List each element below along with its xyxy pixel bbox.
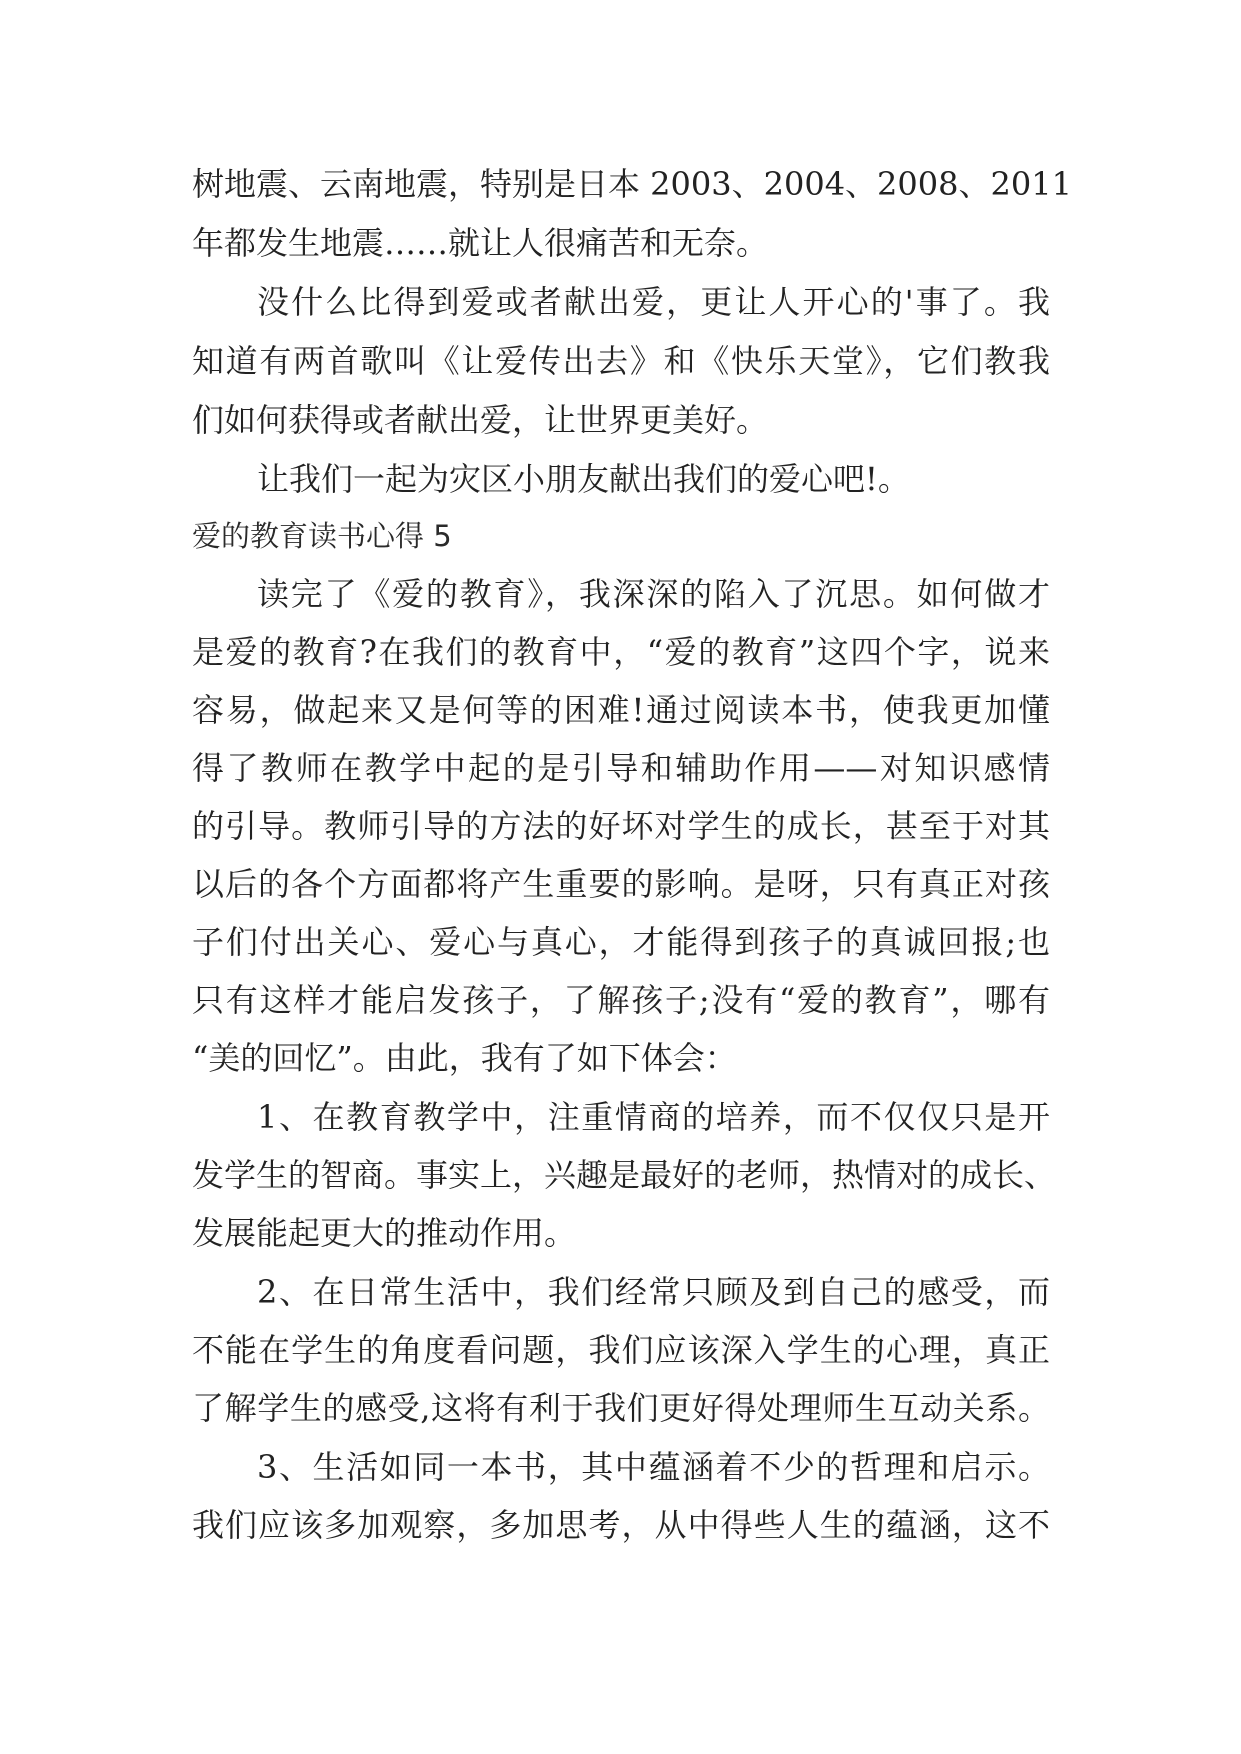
text-line: 们如何获得或者献出爱，让世界更美好。 xyxy=(192,401,769,439)
paragraph-first-line: 2、在日常生活中，我们经常只顾及到自己的感受，而 xyxy=(257,1273,1050,1311)
text-line: 树地震、云南地震，特别是日本 2003、2004、2008、2011 xyxy=(192,165,1072,203)
section-heading: 爱的教育读书心得 5 xyxy=(192,519,452,553)
text-line: 只有这样才能启发孩子，了解孩子;没有“爱的教育”，哪有 xyxy=(192,981,1050,1019)
text-line: 容易，做起来又是何等的困难!通过阅读本书，使我更加懂 xyxy=(192,691,1050,729)
text-line: 得了教师在教学中起的是引导和辅助作用——对知识感情 xyxy=(192,749,1050,787)
text-line: “美的回忆”。由此，我有了如下体会： xyxy=(192,1039,737,1077)
paragraph-first-line: 3、生活如同一本书，其中蕴涵着不少的哲理和启示。 xyxy=(257,1448,1050,1486)
text-line: 年都发生地震……就让人很痛苦和无奈。 xyxy=(192,224,769,262)
paragraph-first-line: 让我们一起为灾区小朋友献出我们的爱心吧!。 xyxy=(257,460,910,498)
text-line: 我们应该多加观察，多加思考，从中得些人生的蕴涵，这不 xyxy=(192,1506,1050,1544)
text-line: 了解学生的感受,这将有利于我们更好得处理师生互动关系。 xyxy=(192,1389,1050,1427)
text-line: 以后的各个方面都将产生重要的影响。是呀，只有真正对孩 xyxy=(192,865,1050,903)
text-line: 子们付出关心、爱心与真心，才能得到孩子的真诚回报;也 xyxy=(192,923,1050,961)
paragraph-first-line: 1、在教育教学中，注重情商的培养，而不仅仅只是开 xyxy=(257,1098,1050,1136)
text-line: 发展能起更大的推动作用。 xyxy=(192,1214,577,1252)
text-line: 的引导。教师引导的方法的好坏对学生的成长，甚至于对其 xyxy=(192,807,1050,845)
text-line: 不能在学生的角度看问题，我们应该深入学生的心理，真正 xyxy=(192,1331,1050,1369)
text-line: 是爱的教育?在我们的教育中，“爱的教育”这四个字，说来 xyxy=(192,633,1050,671)
text-line: 知道有两首歌叫《让爱传出去》和《快乐天堂》，它们教我 xyxy=(192,342,1050,380)
paragraph-first-line: 没什么比得到爱或者献出爱，更让人开心的'事了。我 xyxy=(257,283,1050,321)
paragraph-first-line: 读完了《爱的教育》，我深深的陷入了沉思。如何做才 xyxy=(257,575,1050,613)
text-line: 发学生的智商。事实上，兴趣是最好的老师，热情对的成长、 xyxy=(192,1156,1057,1194)
